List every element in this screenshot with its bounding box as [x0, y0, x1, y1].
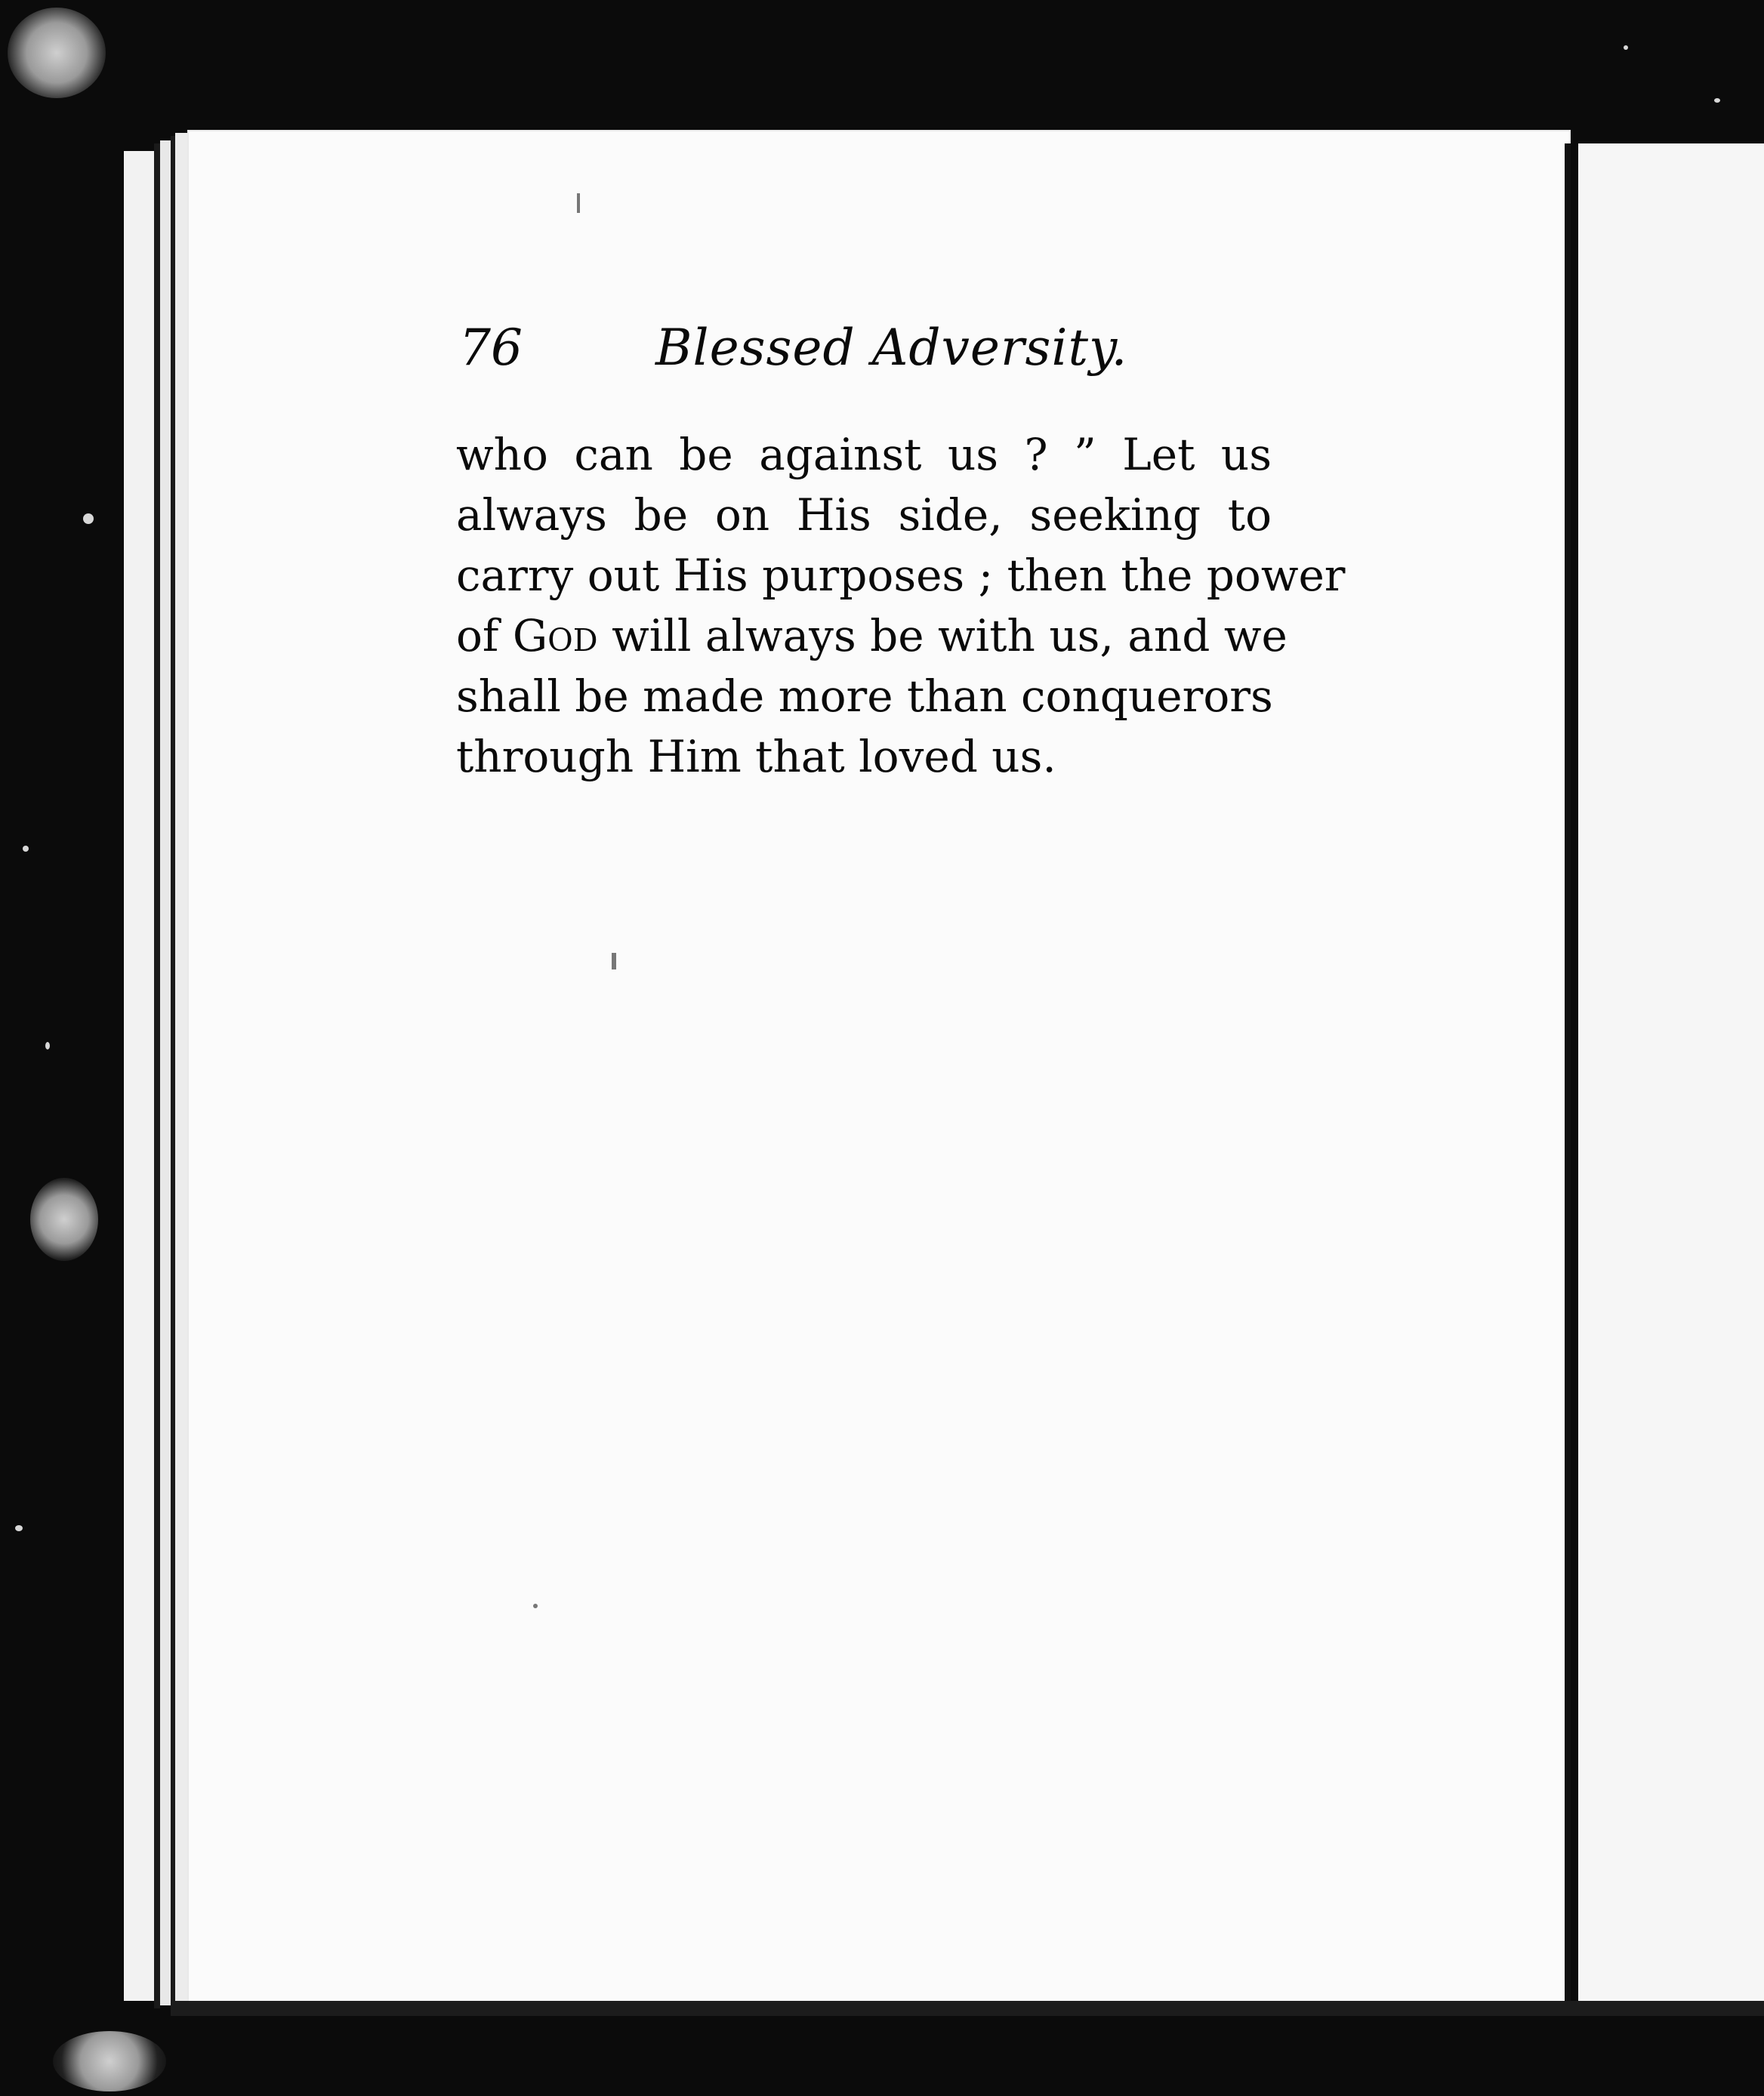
speck: [1624, 45, 1628, 50]
page-edge-inner: [160, 140, 171, 2005]
speck: [1714, 98, 1720, 103]
text-line-4: [456, 606, 1288, 666]
text-line-4-end: will always be with us, and we: [612, 610, 1288, 661]
speck: [23, 846, 29, 852]
dust-blob-bottom-left: [53, 2031, 166, 2091]
page-edge-outer: [124, 151, 154, 2001]
right-page: [1578, 143, 1764, 2008]
page-blemish: [533, 1604, 538, 1608]
text-line-4-start: of: [456, 610, 499, 661]
speck: [45, 1042, 50, 1050]
text-line-5: shall be made more than conquerors: [456, 670, 1273, 722]
text-line-6: through Him that loved us.: [456, 731, 1056, 782]
page-edge-line: [154, 143, 160, 2008]
dust-blob-left: [30, 1178, 98, 1261]
god-word: God: [512, 610, 598, 661]
page-edge-inner: [175, 133, 187, 2008]
running-title: Blessed Adversity.: [655, 319, 1128, 377]
speck: [15, 1525, 23, 1531]
page-blemish: [612, 953, 616, 969]
page-blemish: [577, 193, 580, 213]
left-page: [187, 130, 1571, 2008]
text-line-2: always be on His side, seeking to: [456, 489, 1272, 541]
body-text: [456, 424, 1346, 787]
page-header: [459, 319, 1214, 394]
dust-blob-top-left: [8, 8, 106, 98]
text-line-1: who can be against us ? ” Let us: [456, 429, 1272, 480]
text-line-3: carry out His purposes ; then the power: [456, 550, 1346, 601]
page-number: 76: [459, 319, 523, 377]
bottom-edge: [171, 2001, 1764, 2016]
book-gutter: [1565, 143, 1571, 2008]
speck: [83, 513, 94, 524]
